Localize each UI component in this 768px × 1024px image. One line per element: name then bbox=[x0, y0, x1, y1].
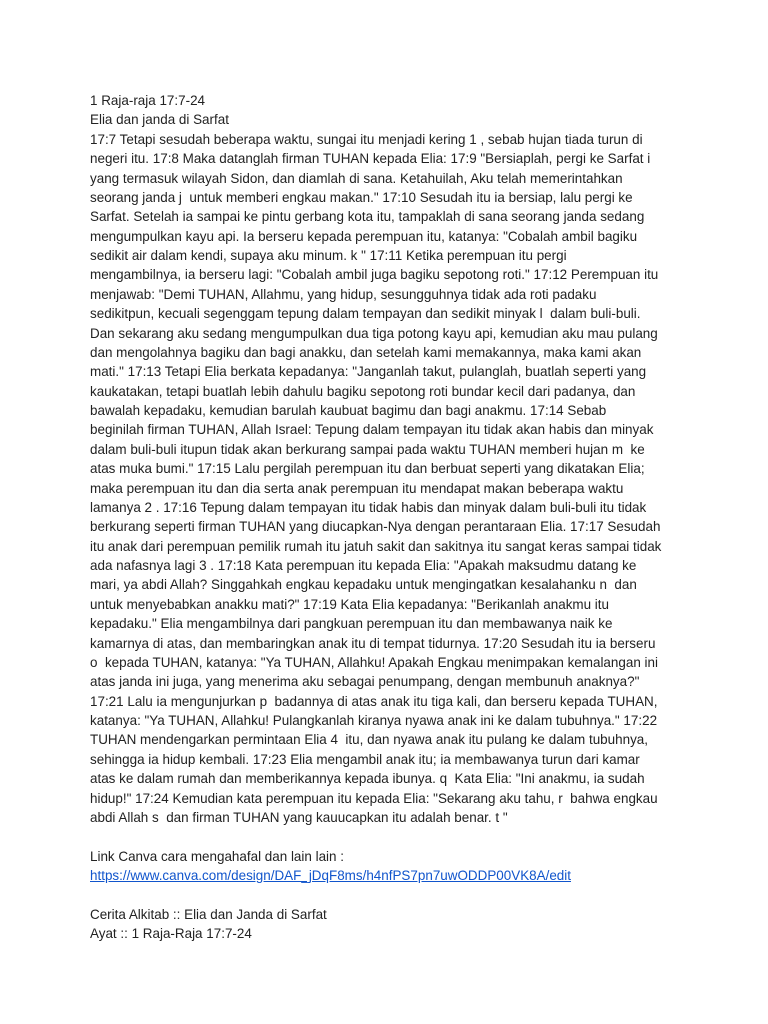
body-line: ada nafasnya lagi 3 . 17:18 Kata perempuan itu kepada Elia: "Apakah maksudmu datang ke bbox=[90, 558, 637, 573]
body-line: itu anak dari perempuan pemilik rumah itu jatuh sakit dan sakitnya itu sangat keras sampai tidak bbox=[90, 538, 662, 554]
body-line: hidup!" 17:24 Kemudian kata perempuan itu kepada Elia: "Sekarang aku tahu, r bahwa engkau bbox=[90, 790, 658, 806]
body-line: berkurang seperti firman TUHAN yang diucapkan-Nya dengan perantaraan Elia. 17:17 Sesudah bbox=[90, 519, 661, 535]
body-line: kepadaku." Elia mengambilnya dari pangkuan perempuan itu dan membawanya naik ke bbox=[90, 616, 613, 632]
body-line: katanya: "Ya TUHAN, Allahku! Pulangkanlah kiranya nyawa anak ini ke dalam tubuhnya." 17:22 bbox=[90, 713, 658, 728]
body-line: dalam buli-buli itupun tidak akan berkurang sampai pada waktu TUHAN memberi hujan m ke bbox=[90, 441, 645, 457]
passage-heading: Elia dan janda di Sarfat bbox=[90, 112, 229, 128]
body-line: dan mengolahnya bagiku dan bagi anakku, dan setelah kami memakannya, maka kami akan bbox=[90, 344, 642, 360]
body-line: mati." 17:13 Tetapi Elia berkata kepadanya: "Janganlah takut, pulanglah, buatlah seperti yang bbox=[90, 364, 647, 380]
body-line: seorang janda j untuk memberi engkau makan." 17:10 Sesudah itu ia bersiap, lalu pergi ke bbox=[90, 189, 633, 205]
body-line: mengambilnya, ia berseru lagi: "Cobalah ambil juga bagiku sepotong roti." 17:12 Perempuan itu bbox=[90, 267, 659, 283]
body-line: kaukatakan, tetapi buatlah lebih dahulu bagiku sepotong roti bundar kecil dari padanya, dan bbox=[90, 383, 636, 399]
body-line: sehingga ia hidup kembali. 17:23 Elia mengambil anak itu; ia membawanya turun dari kamar bbox=[90, 751, 640, 767]
body-line: o kepada TUHAN, katanya: "Ya TUHAN, Allahku! Apakah Engkau menimpakan kemalangan ini bbox=[90, 654, 658, 670]
document-page bbox=[90, 91, 690, 943]
body-line: atas ke dalam rumah dan memberikannya kepada ibunya. q Kata Elia: "Ini anakmu, ia sudah bbox=[90, 771, 645, 787]
body-line: kamarnya di atas, dan membaringkan anak itu di tempat tidurnya. 17:20 Sesudah itu ia berseru bbox=[90, 635, 656, 651]
body-line: bawalah kepadaku, kemudian barulah kaubuat bagimu dan bagi anakmu. 17:14 Sebab bbox=[90, 403, 607, 418]
body-line: untuk menyebabkan anakku mati?" 17:19 Kata Elia kepadanya: "Berikanlah anakmu itu bbox=[90, 596, 610, 612]
body-line: sedikitpun, kecuali segenggam tepung dalam tempayan dan sedikit minyak l dalam buli-buli. bbox=[90, 306, 641, 322]
passage-body bbox=[90, 130, 690, 828]
story-title: Cerita Alkitab :: Elia dan Janda di Sarfat bbox=[90, 906, 327, 922]
body-line: Dan sekarang aku sedang mengumpulkan dua tiga potong kayu api, kemudian aku mau pulang bbox=[90, 325, 658, 341]
body-line: 17:7 Tetapi sesudah beberapa waktu, sungai itu menjadi kering 1 , sebab hujan tiada turun di bbox=[90, 131, 643, 147]
body-line: lamanya 2 . 17:16 Tepung dalam tempayan itu tidak habis dan minyak dalam buli-buli itu tidak bbox=[90, 499, 647, 515]
body-line: mari, ya abdi Allah? Singgahkah engkau kepadaku untuk mengingatkan kesalahanku n dan bbox=[90, 577, 637, 593]
body-line: maka perempuan itu dan dia serta anak perempuan itu mendapat makan beberapa waktu bbox=[90, 480, 624, 496]
body-line: negeri itu. 17:8 Maka datanglah firman TUHAN kepada Elia: 17:9 "Bersiaplah, pergi ke Sarfat i bbox=[90, 151, 651, 167]
verse-reference: Ayat :: 1 Raja-Raja 17:7-24 bbox=[90, 926, 252, 942]
spacer bbox=[90, 827, 690, 846]
body-line: mengumpulkan kayu api. Ia berseru kepada perempuan itu, katanya: "Cobalah ambil bagiku bbox=[90, 228, 638, 244]
body-line: Sarfat. Setelah ia sampai ke pintu gerbang kota itu, tampaklah di sana seorang janda sedang bbox=[90, 209, 645, 225]
body-line: abdi Allah s dan firman TUHAN yang kauucapkan itu adalah benar. t " bbox=[90, 809, 508, 825]
body-line: sedikit air dalam kendi, supaya aku minum. k " 17:11 Ketika perempuan itu pergi bbox=[90, 248, 567, 263]
body-line: beginilah firman TUHAN, Allah Israel: Tepung dalam tempayan itu tidak akan habis dan minyak bbox=[90, 422, 654, 438]
body-line: yang termasuk wilayah Sidon, dan diamlah di sana. Ketahuilah, Aku telah memerintahkan bbox=[90, 170, 623, 186]
spacer bbox=[90, 885, 690, 904]
body-line: menjawab: "Demi TUHAN, Allahmu, yang hidup, sesungguhnya tidak ada roti padaku bbox=[90, 286, 597, 302]
body-line: TUHAN mendengarkan permintaan Elia 4 itu, dan nyawa anak itu pulang ke dalam tubuhnya, bbox=[90, 732, 648, 748]
body-line: atas janda ini juga, yang menerima aku sebagai penumpang, dengan membunuh anaknya?" bbox=[90, 674, 640, 690]
body-line: 17:21 Lalu ia mengunjurkan p badannya di atas anak itu tiga kali, dan berseru kepada TUHAN, bbox=[90, 693, 658, 709]
canva-link[interactable]: https://www.canva.com/design/DAF_jDqF8ms/h4nfPS7pn7uwODDP00VK8A/edit bbox=[90, 867, 571, 883]
link-caption: Link Canva cara mengahafal dan lain lain : bbox=[90, 848, 344, 864]
body-line: atas muka bumi." 17:15 Lalu pergilah perempuan itu dan berbuat seperti yang dikatakan Elia; bbox=[90, 461, 645, 477]
passage-reference: 1 Raja-raja 17:7-24 bbox=[90, 93, 206, 108]
